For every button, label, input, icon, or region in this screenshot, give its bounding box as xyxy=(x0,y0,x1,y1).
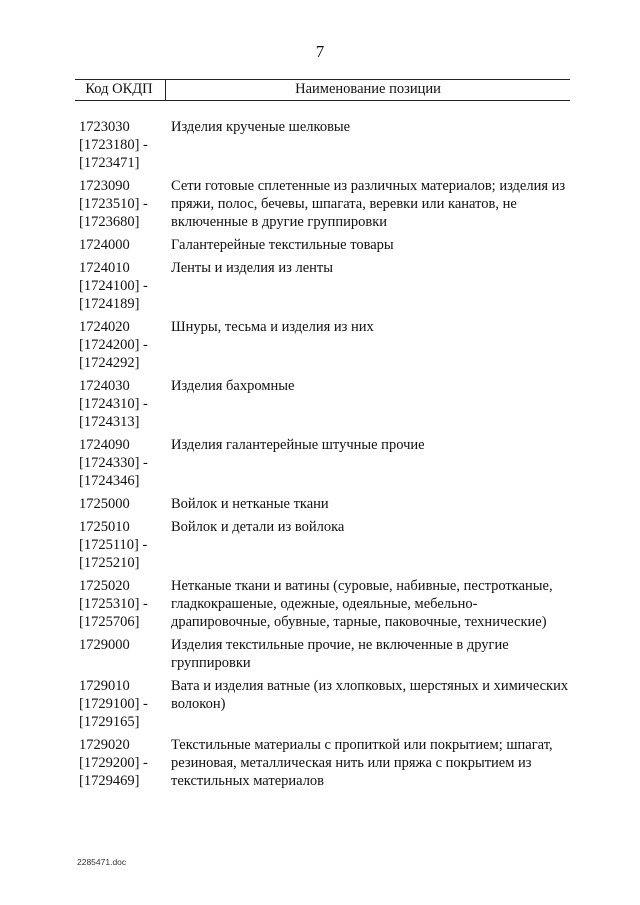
code-line: [1725310] - xyxy=(79,596,148,612)
code-line: 1725020 xyxy=(79,578,130,594)
code-line: [1724346] xyxy=(79,473,140,489)
row-name: Нетканые ткани и ватины (суровые, набивные, пестротканые, гладкокрашеные, одежные, одеяльные, мебельно-драпировочные, обувные, тарные, паковочные, технические) xyxy=(171,578,553,630)
row-code xyxy=(79,577,171,631)
table-row xyxy=(79,518,569,572)
code-line: [1729200] - xyxy=(79,755,148,771)
table-header xyxy=(75,79,570,101)
code-line: [1724313] xyxy=(79,414,140,430)
row-name: Текстильные материалы с пропиткой или покрытием; шпагат, резиновая, металлическая нить или пряжа с покрытием из текстильных материалов xyxy=(171,737,553,789)
code-line: [1723510] - xyxy=(79,196,148,212)
table-row xyxy=(79,177,569,231)
row-name: Войлок и детали из войлока xyxy=(171,519,345,535)
table-row xyxy=(79,577,569,631)
code-line: 1729010 xyxy=(79,678,130,694)
code-line: 1729000 xyxy=(79,637,130,653)
row-code xyxy=(79,518,171,572)
row-code xyxy=(79,636,171,672)
code-line: 1729020 xyxy=(79,737,130,753)
row-code xyxy=(79,377,171,431)
row-name: Изделия бахромные xyxy=(171,378,295,394)
row-name: Галантерейные текстильные товары xyxy=(171,237,394,253)
code-line: [1724100] - xyxy=(79,278,148,294)
row-name: Изделия крученые шелковые xyxy=(171,119,351,135)
page-number: 7 xyxy=(315,42,325,61)
code-line: 1724010 xyxy=(79,260,130,276)
table-row xyxy=(79,236,569,254)
code-line: [1724189] xyxy=(79,296,140,312)
row-code xyxy=(79,736,171,790)
row-name: Войлок и нетканые ткани xyxy=(171,496,329,512)
code-line: 1724020 xyxy=(79,319,130,335)
row-code xyxy=(79,495,171,513)
header-name-column: Наименование позиции xyxy=(295,81,441,97)
table-row xyxy=(79,118,569,172)
code-line: [1724200] - xyxy=(79,337,148,353)
row-code xyxy=(79,318,171,372)
row-name: Изделия галантерейные штучные прочие xyxy=(171,437,425,453)
row-code xyxy=(79,177,171,231)
header-code-column: Код ОКДП xyxy=(85,81,153,97)
code-line: [1725210] xyxy=(79,555,140,571)
footer-filename: 2285471.doc xyxy=(77,857,127,867)
table-row xyxy=(79,259,569,313)
table-row xyxy=(79,677,569,731)
code-line: 1724000 xyxy=(79,237,130,253)
code-line: 1725010 xyxy=(79,519,130,535)
code-line: [1729100] - xyxy=(79,696,148,712)
code-line: [1723471] xyxy=(79,155,140,171)
table-row xyxy=(79,318,569,372)
table-body xyxy=(79,118,569,795)
table-row xyxy=(79,495,569,513)
row-code xyxy=(79,436,171,490)
code-line: [1724310] - xyxy=(79,396,148,412)
row-code xyxy=(79,118,171,172)
row-name: Ленты и изделия из ленты xyxy=(171,260,333,276)
code-line: 1723030 xyxy=(79,119,130,135)
code-line: [1729469] xyxy=(79,773,140,789)
row-code xyxy=(79,236,171,254)
code-line: [1725110] - xyxy=(79,537,148,553)
row-name: Сети готовые сплетенные из различных материалов; изделия из пряжи, полос, бечевы, шпагата, веревки или канатов, не включенные в другие группировки xyxy=(171,178,566,230)
table-row xyxy=(79,636,569,672)
code-line: [1723680] xyxy=(79,214,140,230)
row-name: Шнуры, тесьма и изделия из них xyxy=(171,319,374,335)
table-row xyxy=(79,736,569,790)
code-line: 1724090 xyxy=(79,437,130,453)
table-row xyxy=(79,436,569,490)
code-line: 1724030 xyxy=(79,378,130,394)
row-code xyxy=(79,677,171,731)
code-line: [1724292] xyxy=(79,355,140,371)
code-line: [1729165] xyxy=(79,714,140,730)
code-line: [1724330] - xyxy=(79,455,148,471)
row-code xyxy=(79,259,171,313)
code-line: 1725000 xyxy=(79,496,130,512)
row-name: Изделия текстильные прочие, не включенные в другие группировки xyxy=(171,637,509,671)
code-line: [1723180] - xyxy=(79,137,148,153)
code-line: [1725706] xyxy=(79,614,140,630)
code-line: 1723090 xyxy=(79,178,130,194)
table-row xyxy=(79,377,569,431)
row-name: Вата и изделия ватные (из хлопковых, шерстяных и химических волокон) xyxy=(171,678,569,712)
